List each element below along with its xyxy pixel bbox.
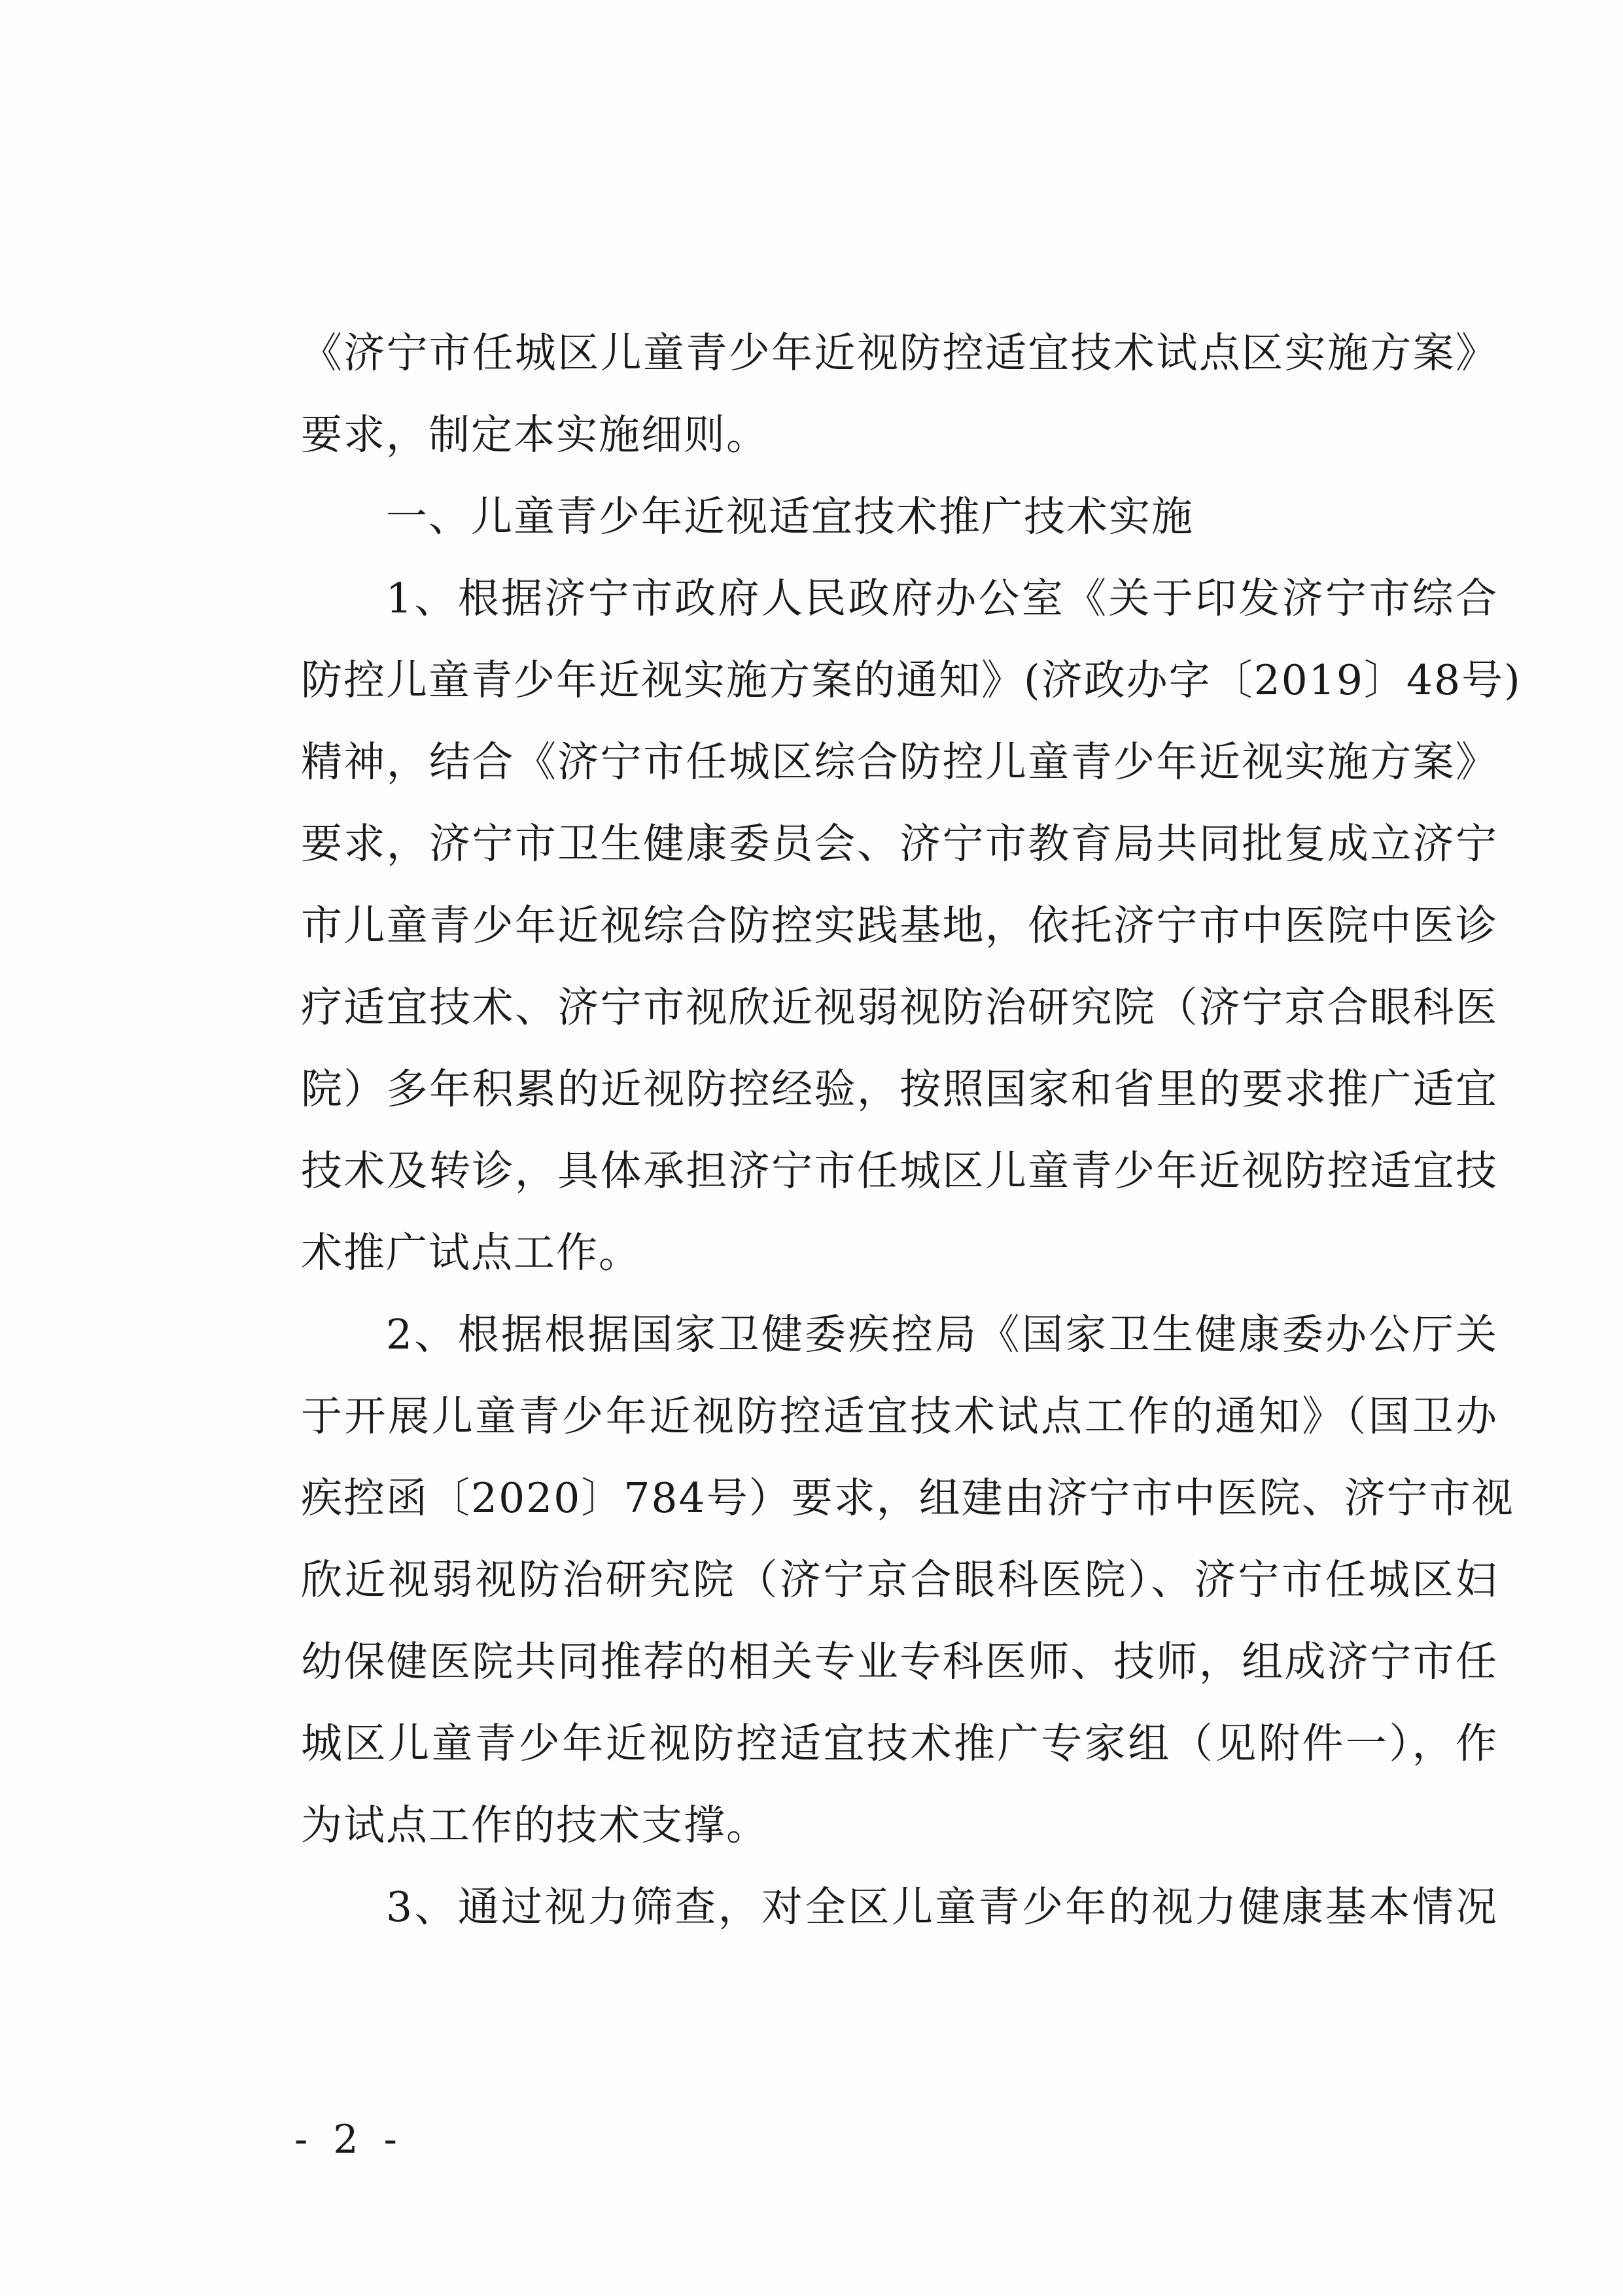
text-line-8: 市儿童青少年近视综合防控实践基地，依托济宁市中医院中医诊 (301, 902, 1498, 949)
text-line-16: 欣近视弱视防治研究院（济宁京合眼科医院）、济宁市任城区妇 (301, 1556, 1498, 1604)
text-line-5: 防控儿童青少年近视实施方案的通知》(济政办字〔2019〕48号) (301, 656, 1522, 704)
text-line-2: 要求，制定本实施细则。 (301, 411, 769, 459)
text-line-4: 1、根据济宁市政府人民政府办公室《关于印发济宁市综合 (386, 574, 1498, 622)
text-line-13: 2、根据根据国家卫健委疾控局《国家卫生健康委办公厅关 (386, 1311, 1498, 1358)
text-line-9: 疗适宜技术、济宁市视欣近视弱视防治研究院（济宁京合眼科医 (301, 983, 1498, 1031)
text-line-14: 于开展儿童青少年近视防控适宜技术试点工作的通知》（国卫办 (301, 1392, 1498, 1440)
text-line-10: 院）多年积累的近视防控经验，按照国家和省里的要求推广适宜 (301, 1065, 1498, 1113)
text-line-1: 《济宁市任城区儿童青少年近视防控适宜技术试点区实施方案》 (301, 329, 1498, 377)
text-line-18: 城区儿童青少年近视防控适宜技术推广专家组（见附件一），作 (301, 1720, 1498, 1767)
text-line-12: 术推广试点工作。 (301, 1229, 641, 1277)
page-number: - 2 - (294, 2117, 404, 2163)
text-line-15: 疾控函〔2020〕784号）要求，组建由济宁市中医院、济宁市视 (301, 1474, 1514, 1522)
section-heading-1: 一、儿童青少年近视适宜技术推广技术实施 (386, 493, 1194, 540)
text-line-7: 要求，济宁市卫生健康委员会、济宁市教育局共同批复成立济宁 (301, 820, 1498, 868)
text-line-17: 幼保健医院共同推荐的相关专业专科医师、技师，组成济宁市任 (301, 1638, 1498, 1686)
text-line-6: 精神，结合《济宁市任城区综合防控儿童青少年近视实施方案》 (301, 738, 1498, 786)
text-line-20: 3、通过视力筛查，对全区儿童青少年的视力健康基本情况 (386, 1883, 1498, 1931)
text-line-11: 技术及转诊，具体承担济宁市任城区儿童青少年近视防控适宜技 (301, 1147, 1498, 1195)
text-line-19: 为试点工作的技术支撑。 (301, 1801, 769, 1849)
